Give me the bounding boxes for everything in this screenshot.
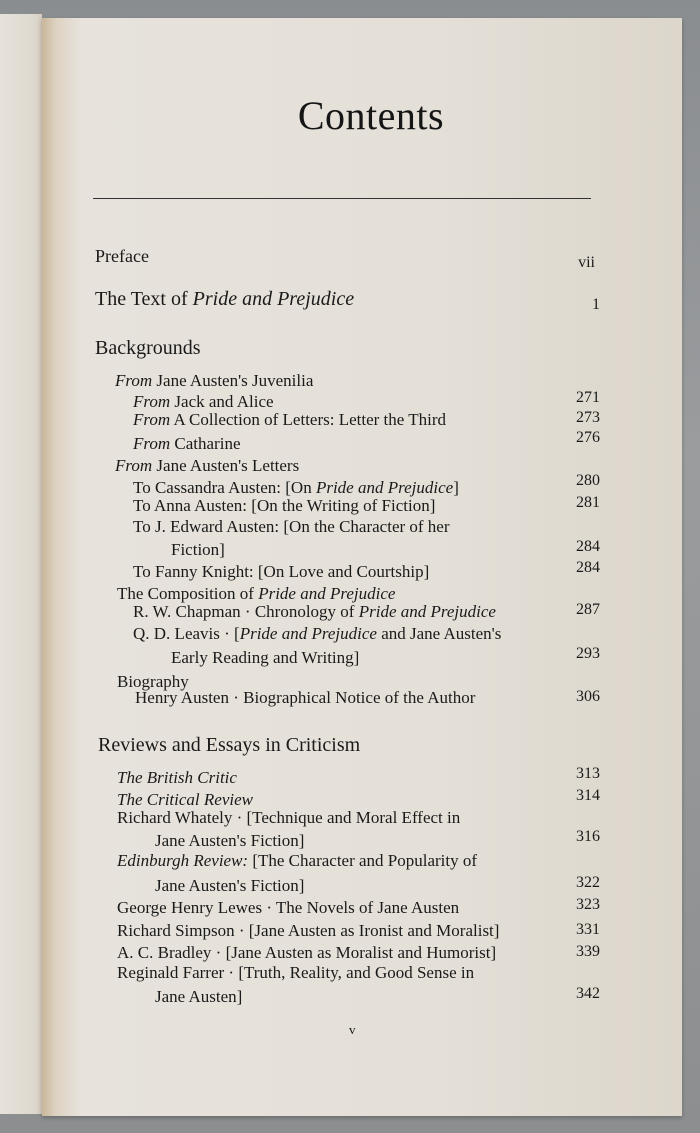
toc-entry-leavis2: [171, 649, 359, 666]
entry-text: and Jane Austen's: [376, 624, 502, 643]
toc-entry-edinburgh1: [117, 852, 477, 869]
entry-text: To J. Edward Austen: [On the Character of her: [133, 517, 450, 536]
page-number: 284: [576, 559, 600, 576]
page-number: 284: [576, 538, 600, 555]
entry-text: Reviews and Essays in Criticism: [98, 734, 361, 756]
entry-text: Jane Austen's Letters: [152, 456, 300, 475]
toc-entry-critical: [117, 791, 253, 808]
entry-italic-text: From: [115, 456, 153, 475]
entry-text: To Cassandra Austen: [On: [133, 478, 316, 497]
page-number: 281: [576, 494, 600, 511]
entry-text: Biography: [117, 672, 189, 691]
entry-italic-text: Pride and Prejudice: [258, 584, 396, 603]
entry-italic-text: From: [133, 434, 171, 453]
entry-text: [The Character and Popularity of: [248, 851, 478, 870]
entry-text: Jane Austen's Fiction]: [155, 876, 305, 895]
toc-entry-edward1: [133, 518, 450, 535]
page-number: 287: [576, 601, 600, 618]
entry-text: Preface: [95, 246, 149, 266]
page-number: 314: [576, 787, 600, 804]
entry-italic-text: Pride and Prejudice: [315, 478, 454, 497]
page-folio: v: [349, 1022, 356, 1037]
previous-page-edge: [0, 14, 42, 1114]
toc-entry-whately1: [117, 809, 460, 826]
toc-entry-farrer1: [117, 964, 474, 981]
page-number: 306: [576, 688, 600, 705]
toc-entry-juvenilia: [115, 372, 313, 389]
page-number: 293: [576, 645, 600, 662]
entry-text: A. C. Bradley · [Jane Austen as Moralist and Humorist]: [117, 943, 497, 962]
entry-text: A Collection of Letters: Letter the Third: [170, 410, 447, 429]
page-number: 280: [576, 472, 600, 489]
entry-text: Catharine: [170, 434, 241, 453]
page-number: 273: [576, 409, 600, 426]
toc-entry-edward2: [171, 541, 225, 558]
entry-text: Richard Simpson · [Jane Austen as Ironist and Moralist]: [117, 921, 500, 940]
toc-entry-whately2: [155, 832, 304, 849]
toc-entry-reviews: [98, 735, 360, 755]
entry-text: Jack and Alice: [170, 392, 274, 411]
toc-entry-text: [95, 289, 354, 309]
entry-text: Q. D. Leavis · [: [133, 624, 240, 643]
toc-entry-edinburgh2: [155, 877, 304, 894]
toc-entry-farrer2: [155, 988, 242, 1005]
page-number: 316: [576, 828, 600, 845]
entry-text: Backgrounds: [95, 337, 201, 359]
page-number: 323: [576, 896, 600, 913]
toc-entry-letters: [115, 457, 299, 474]
page-number: 339: [576, 943, 600, 960]
entry-text: Jane Austen's Fiction]: [155, 831, 305, 850]
page-number: 271: [576, 389, 600, 406]
toc-entry-composition: [117, 585, 395, 602]
entry-italic-text: The British Critic: [117, 768, 237, 787]
entry-italic-text: The Critical Review: [117, 790, 253, 809]
entry-text: Early Reading and Writing]: [171, 648, 360, 667]
entry-text: Reginald Farrer · [Truth, Reality, and Good Sense in: [117, 963, 475, 982]
toc-entry-simpson: [117, 922, 499, 939]
toc-entry-chapman: [133, 603, 496, 620]
title-rule-divider: [93, 198, 591, 199]
entry-text: The Composition of: [117, 584, 259, 603]
entry-italic-text: From: [133, 392, 171, 411]
entry-text: The Text of: [95, 288, 193, 310]
page-title: Contents: [297, 93, 445, 138]
entry-text: To Fanny Knight: [On Love and Courtship]: [133, 562, 430, 581]
page-number: 313: [576, 765, 600, 782]
toc-entry-jack: [133, 393, 274, 410]
toc-entry-cassandra: [133, 479, 459, 496]
entry-italic-text: From: [133, 410, 171, 429]
entry-italic-text: Pride and Prejudice: [239, 624, 377, 643]
toc-entry-leavis1: [133, 625, 501, 642]
page-number: 276: [576, 429, 600, 446]
entry-text: Richard Whately · [Technique and Moral Effect in: [117, 808, 461, 827]
page-number: 1: [592, 296, 600, 313]
entry-text: Jane Austen]: [155, 987, 243, 1006]
entry-text: Jane Austen's Juvenilia: [152, 371, 314, 390]
entry-text: Fiction]: [171, 540, 225, 559]
entry-italic-text: From: [115, 371, 153, 390]
entry-text: To Anna Austen: [On the Writing of Fiction]: [133, 496, 436, 515]
page-number: 322: [576, 874, 600, 891]
page-number: 331: [576, 921, 600, 938]
toc-entry-henry: [135, 689, 475, 706]
entry-italic-text: Edinburgh Review:: [117, 851, 249, 870]
toc-entry-collection: [133, 411, 446, 428]
page-number: vii: [578, 254, 595, 271]
toc-entry-british: [117, 769, 237, 786]
toc-entry-preface: [95, 247, 149, 265]
toc-entry-bradley: [117, 944, 496, 961]
entry-italic-text: Pride and Prejudice: [358, 602, 496, 621]
toc-entry-catharine: [133, 435, 241, 452]
page-number: 342: [576, 985, 600, 1002]
toc-entry-lewes: [117, 899, 459, 916]
entry-text: Henry Austen · Biographical Notice of the Author: [135, 688, 476, 707]
toc-entry-fanny: [133, 563, 429, 580]
toc-entry-backgrounds: [95, 338, 201, 358]
entry-text: ]: [453, 478, 459, 497]
entry-italic-text: Pride and Prejudice: [192, 288, 355, 310]
toc-entry-anna: [133, 497, 435, 514]
entry-text: George Henry Lewes · The Novels of Jane Austen: [117, 898, 460, 917]
entry-text: R. W. Chapman · Chronology of: [133, 602, 359, 621]
